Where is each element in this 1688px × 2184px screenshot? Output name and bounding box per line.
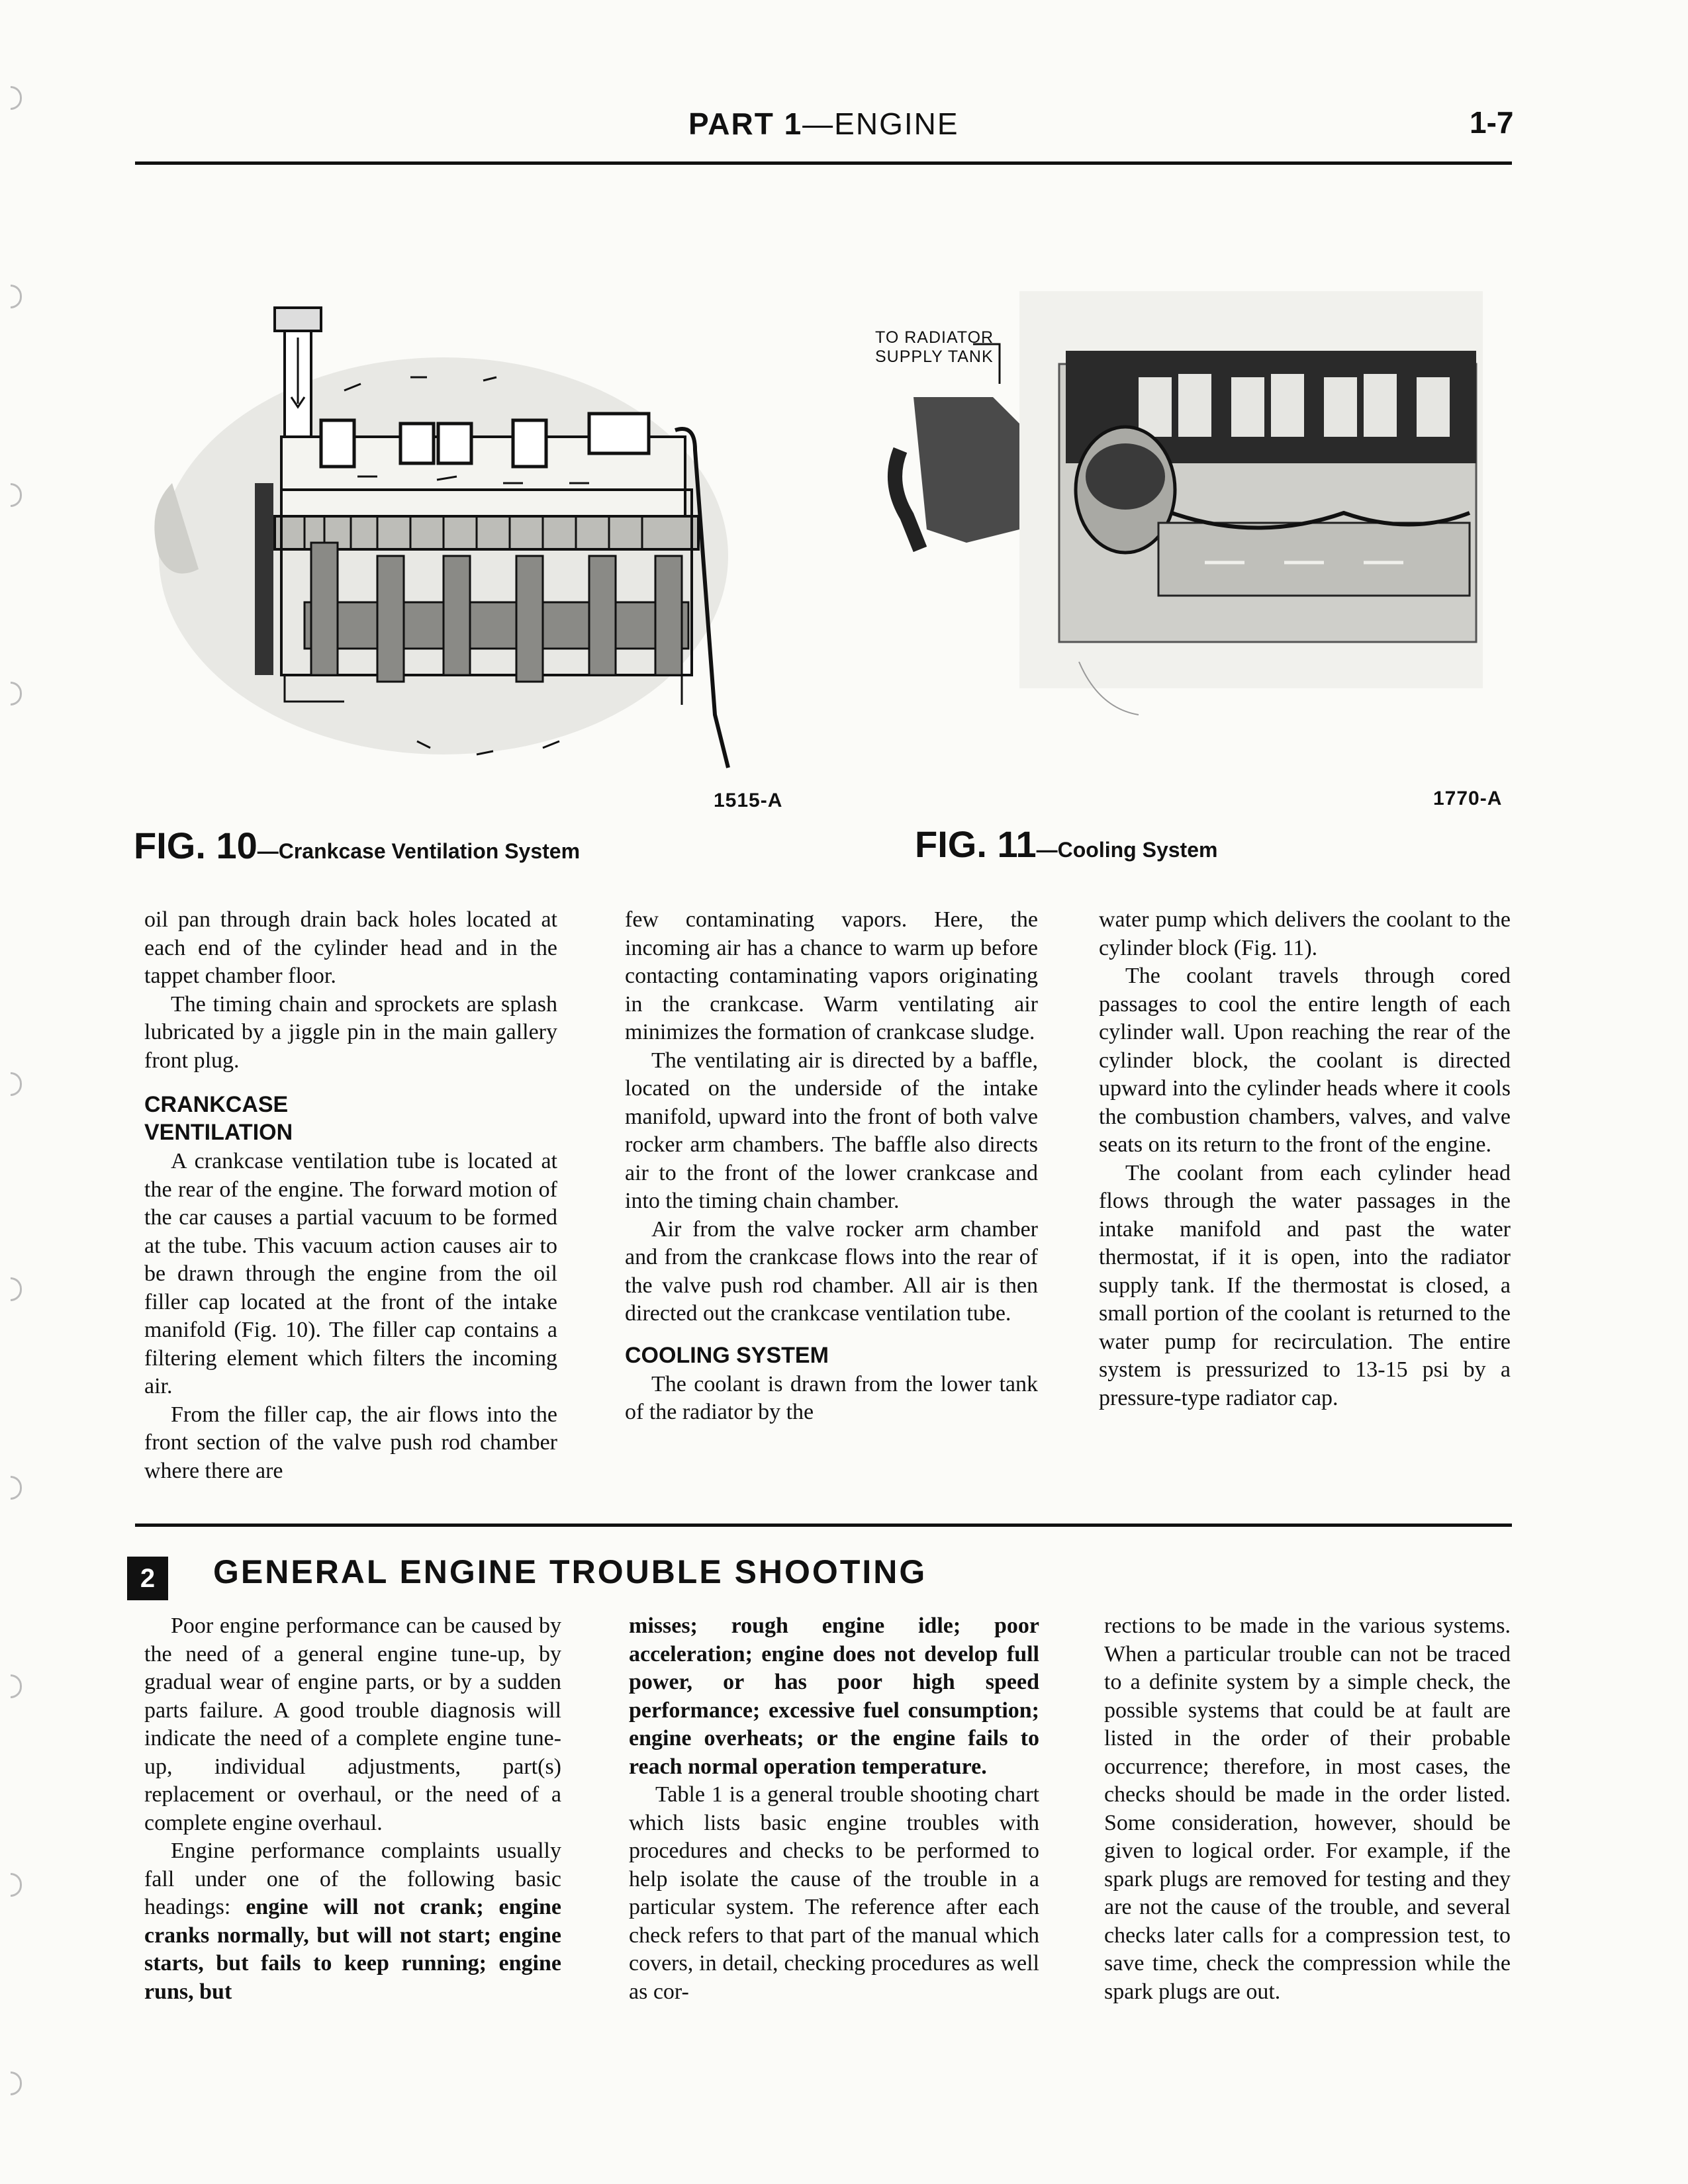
binder-hole [11, 285, 22, 308]
text-column-2 [625, 906, 1038, 1427]
paragraph: misses; rough engine idle; poor acceleration; engine does not develop full power, or has poor high speed performance; excessive fuel consumption; engine overheats; or the engine fails to reach normal operation temperature. [629, 1614, 1039, 1779]
paragraph: rections to be made in the various systems. When a particular trouble can not be traced to a definite system by a simple check, the possible systems that could be at fault are listed in the order of their probable occurrence; therefore, in most cases, the checks should be made in the order listed. Some consideration, however, should be given to logical order. For example, if the spark plugs are removed for testing and they are not the cause of the trouble, and several checks later calls for a compression test, to save time, check the compression while the spark plugs are out. [1104, 1614, 1511, 2004]
section-heading-cooling-system: COOLING SYSTEM [625, 1342, 829, 1368]
binder-hole [11, 86, 22, 110]
paragraph: The coolant is drawn from the lower tank of the radiator by the [625, 1371, 1038, 1424]
binder-hole [11, 1072, 22, 1096]
paragraph: water pump which delivers the coolant to the cylinder block (Fig. 11). [1099, 907, 1511, 960]
figure-11-callout [875, 328, 994, 367]
paragraph: oil pan through drain back holes located at each end of the cylinder head and in the tappet chamber floor. [144, 907, 557, 988]
section-title: GENERAL ENGINE TROUBLE SHOOTING [213, 1553, 927, 1590]
section-number-badge: 2 [127, 1557, 168, 1600]
section-heading-crankcase-ventilation: CRANKCASE VENTILATION [144, 1092, 293, 1145]
binder-hole [11, 2071, 22, 2095]
page-number: 1-7 [1470, 105, 1514, 140]
paragraph: Poor engine performance can be caused by the need of a general engine tune-up, by gradual wear of engine parts, or by a sudden parts failure. A good trouble diagnosis will indicate the need of a complete engine tune-up, individual adjustments, part(s) replacement or overhaul, or the need of a complete engine overhaul. [144, 1614, 561, 1835]
header-rule [135, 161, 1512, 165]
section-column-2 [629, 1612, 1039, 2006]
paragraph: Air from the valve rocker arm chamber and from the crankcase flows into the rear of the valve push rod chamber. All air is then directed out the crankcase ventilation tube. [625, 1216, 1038, 1326]
binder-hole [11, 1476, 22, 1500]
section-column-1 [144, 1612, 561, 2006]
paragraph: few contaminating vapors. Here, the incoming air has a chance to warm up before contacting contaminating vapors originating in the crankcase. Warm ventilating air minimizes the formation of crankcase sludge. [625, 907, 1038, 1044]
paragraph: A crankcase ventilation tube is located at the rear of the engine. The forward motion of the car causes a partial vacuum to be formed at the tube. This vacuum action causes air to be drawn through the engine from the oil filler cap located at the front of the intake manifold (Fig. 10). The filler cap contains a filtering element which filters the incoming air. [144, 1149, 557, 1398]
binder-hole [11, 483, 22, 507]
paragraph: The coolant from each cylinder head flows through the water passages in the intake manifold and past the water thermostat, if it is open, into the radiator supply tank. If the thermostat is closed, a small portion of the coolant is returned to the water pump for recirculation. The entire system is pressurized to 13-15 psi by a pressure-type radiator cap. [1099, 1160, 1511, 1410]
paragraph: The ventilating air is directed by a baffle, located on the underside of the intake manifold, upward into the front of both valve rocker arm chambers. The baffle also directs air to the front of the lower crankcase and into the timing chain chamber. [625, 1048, 1038, 1213]
paragraph: The timing chain and sprockets are splash lubricated by a jiggle pin in the main gallery front plug. [144, 991, 557, 1073]
callout-line-2: SUPPLY TANK [875, 347, 994, 366]
binder-hole [11, 1674, 22, 1698]
callout-line-1: TO RADIATOR [875, 328, 994, 347]
text-column-1 [144, 906, 557, 1485]
figure-10-caption: FIG. 10—Crankcase Ventilation System [134, 825, 581, 866]
figure-11-code: 1770-A [1433, 788, 1503, 809]
section-column-3 [1104, 1612, 1511, 2006]
running-header-title: PART 1—ENGINE [688, 107, 959, 141]
binder-hole [11, 1873, 22, 1897]
paragraph: The coolant travels through cored passages to cool the entire length of each cylinder wall. Upon reaching the rear of the cylinder block, the coolant is directed upward into the cylinder heads where it cools the combustion chambers, valves, and valve seats on its return to the front of the engine. [1099, 964, 1511, 1157]
binder-hole [11, 1277, 22, 1301]
paragraph: Table 1 is a general trouble shooting chart which lists basic engine troubles with procedures and checks to be performed to help isolate the cause of the trouble in a particular system. The reference after each check refers to that part of the manual which covers, in detail, checking procedures as well as cor- [629, 1782, 1039, 2004]
figure-10-code: 1515-A [714, 790, 783, 811]
figure-10-crankcase-ventilation-illustration [132, 291, 794, 801]
text-column-3 [1099, 906, 1511, 1412]
paragraph: From the filler cap, the air flows into the front section of the valve push rod chamber where there are [144, 1402, 557, 1483]
section-rule [135, 1524, 1512, 1527]
paragraph: Engine performance complaints usually fall under one of the following basic headings: engine will not crank; engine cranks normally, but will not start; engine starts, but fails to keep running; engine runs, but [144, 1839, 562, 2004]
figure-11-caption: FIG. 11—Cooling System [915, 823, 1218, 865]
binder-hole [11, 682, 22, 705]
